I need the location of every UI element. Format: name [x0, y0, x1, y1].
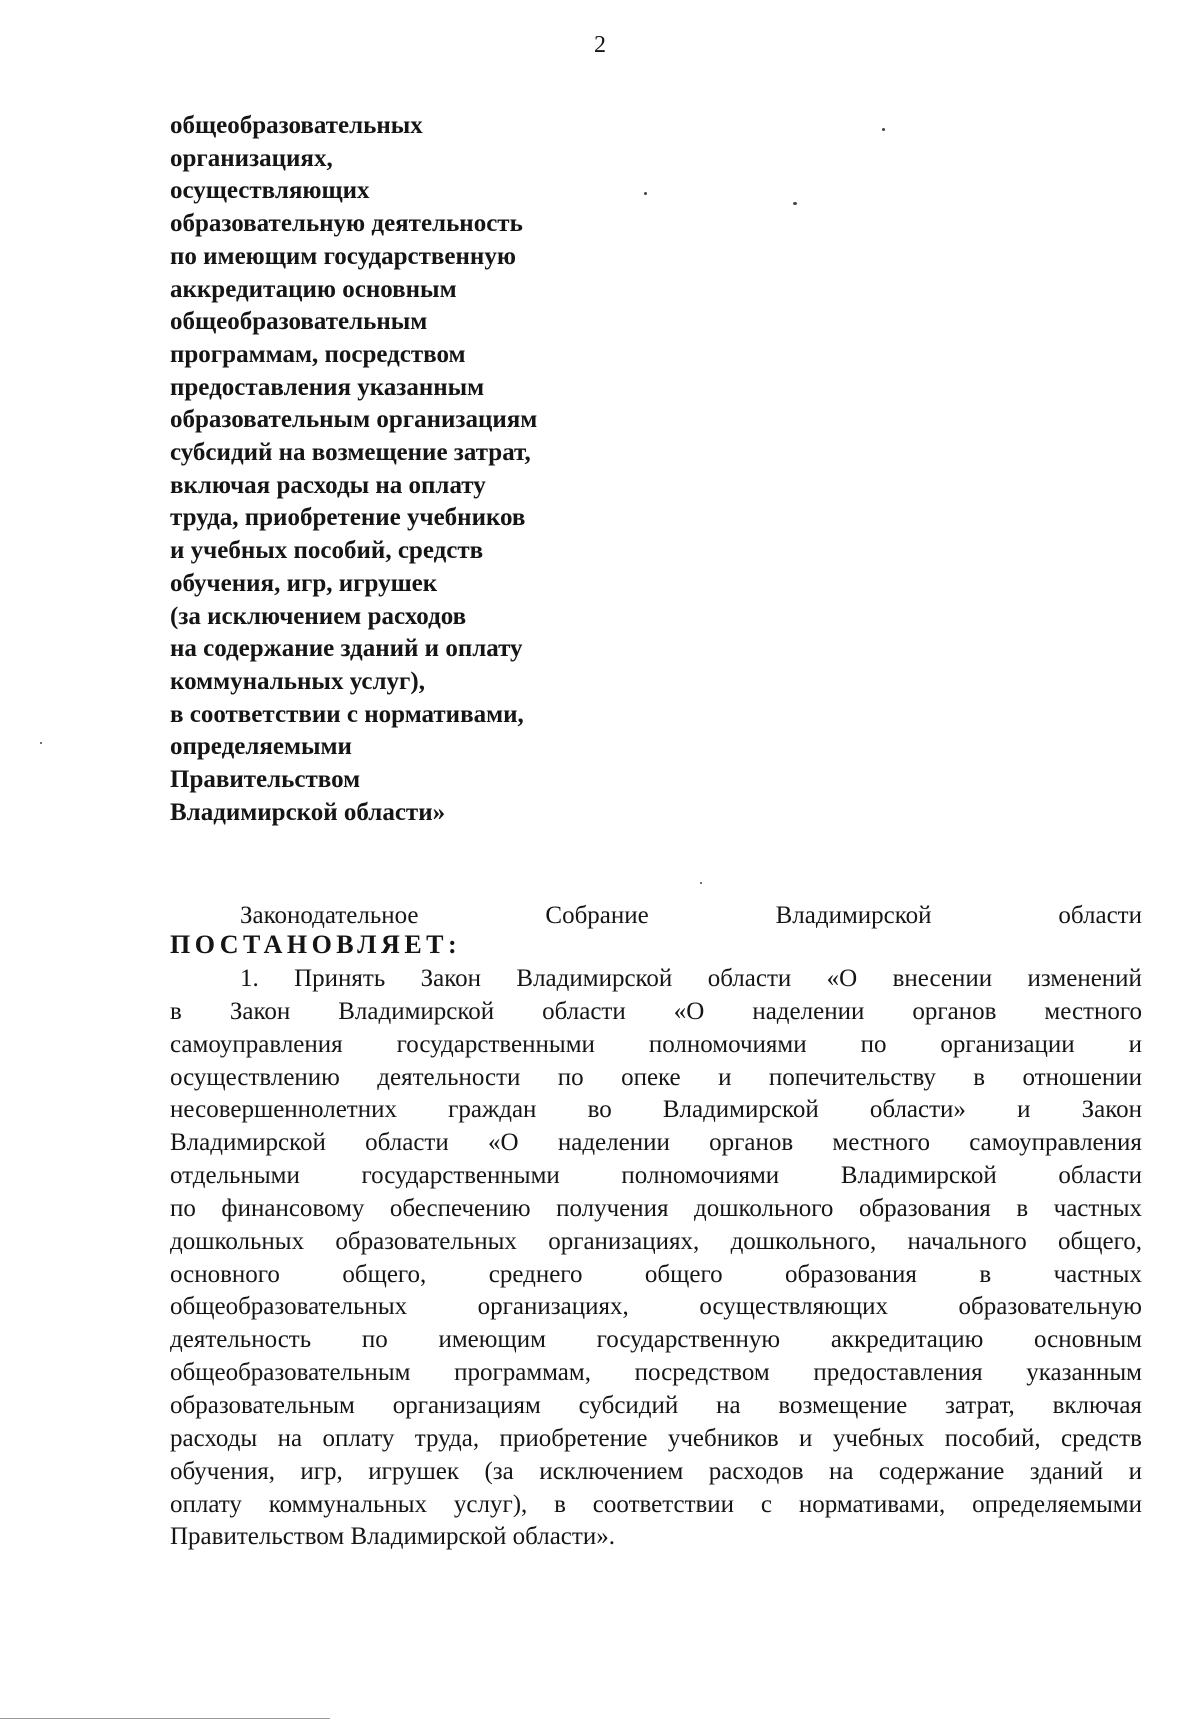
page-number: 2 [594, 32, 606, 58]
word: области [542, 997, 626, 1025]
title-line: образовательным организациям [170, 406, 538, 434]
word: Владимирской [840, 1162, 997, 1190]
word: осуществляющих [699, 1293, 888, 1321]
word: услуг), [453, 1490, 528, 1518]
preamble-line [170, 900, 1142, 932]
word: общего, [1058, 1227, 1142, 1255]
word: образовательным [170, 1391, 355, 1419]
word: органов [912, 997, 997, 1025]
word: области» [869, 1096, 966, 1124]
paragraph-line [170, 996, 1142, 1029]
word: финансовому [221, 1194, 365, 1222]
word: на [277, 1424, 303, 1452]
title-line: субсидий на возмещение затрат, [170, 439, 531, 467]
word: учебников [667, 1424, 779, 1452]
paragraph-line [170, 1259, 1142, 1292]
title-line: обучения, игр, игрушек [170, 569, 438, 597]
word: труда, [414, 1424, 480, 1452]
paragraph-line [170, 1193, 1142, 1226]
word: 1. [240, 965, 259, 992]
word: на [716, 1391, 741, 1419]
word: и [1128, 1030, 1142, 1058]
word: Принять [294, 965, 386, 992]
word: отдельными [170, 1162, 300, 1190]
word: деятельность [170, 1326, 312, 1354]
word: государственными [361, 1162, 560, 1190]
word: образовательную [958, 1293, 1142, 1321]
word: местного [832, 1129, 930, 1157]
word: Владимирской [170, 1129, 326, 1157]
word: средств [1060, 1424, 1142, 1452]
word: образования [858, 1194, 991, 1222]
word: частных [1053, 1260, 1142, 1288]
word: государственную [596, 1326, 781, 1354]
word: содержание [878, 1457, 1005, 1485]
word: наделении [752, 997, 865, 1025]
word: в [170, 997, 182, 1025]
word: Владимирской [662, 1096, 819, 1124]
paragraph-line [170, 1226, 1142, 1259]
scan-speck [40, 742, 42, 744]
paragraph-last-line: Правительством Владимирской области». [170, 1523, 615, 1551]
word: на [828, 1457, 854, 1485]
word: образования [785, 1260, 917, 1288]
word: области [1058, 1162, 1142, 1190]
word: по [361, 1326, 388, 1354]
word: обучения, [170, 1457, 275, 1485]
word: получения [556, 1194, 669, 1222]
title-line: в соответствии с нормативами, [170, 700, 524, 728]
scan-speck [793, 202, 797, 205]
word: дошкольного, [730, 1227, 877, 1255]
word: и [1128, 1457, 1142, 1485]
paragraph-line [170, 1489, 1142, 1522]
word: в [1016, 1194, 1029, 1222]
word: нормативами, [798, 1490, 946, 1518]
word: игрушек [368, 1457, 460, 1485]
word: дошкольного [694, 1194, 834, 1222]
word: соответствии [592, 1490, 735, 1518]
word: граждан [448, 1096, 537, 1124]
preamble-word: Законодательное [240, 902, 419, 929]
paragraph-line [170, 1456, 1142, 1489]
title-line: и учебных пособий, средств [170, 537, 484, 565]
title-line: организациях, [170, 144, 333, 172]
word: организациях, [477, 1293, 629, 1321]
word: предоставления [813, 1359, 983, 1387]
word: Владимирской [338, 997, 495, 1025]
paragraph-line [170, 1062, 1142, 1095]
page-bottom-rule [0, 1718, 330, 1719]
word: учебных [832, 1424, 925, 1452]
title-line: на содержание зданий и оплату [170, 635, 523, 663]
word: государственными [396, 1030, 595, 1058]
title-line: труда, приобретение учебников [170, 504, 526, 532]
word: «О [826, 965, 858, 992]
word: в [973, 1063, 986, 1091]
word: отношении [1022, 1063, 1142, 1091]
paragraph-line [170, 963, 1142, 996]
word: изменений [1027, 965, 1142, 992]
scan-speck [700, 882, 702, 884]
word: дошкольных [170, 1227, 305, 1255]
scan-speck [882, 128, 885, 131]
paragraph-line [170, 1029, 1142, 1062]
word: оплату [322, 1424, 395, 1452]
title-line: коммунальных услуг), [170, 667, 425, 695]
title-line: по имеющим государственную [170, 242, 516, 270]
word: указанным [1026, 1359, 1142, 1387]
word: полномочиями [648, 1030, 807, 1058]
word: исключением [539, 1457, 684, 1485]
word: оплату [170, 1490, 242, 1518]
word: и [718, 1063, 732, 1091]
paragraph-line [170, 1291, 1142, 1324]
word: Владимирской [516, 965, 673, 992]
word: зданий [1029, 1457, 1104, 1485]
word: образовательных [335, 1227, 517, 1255]
word: попечительству [768, 1063, 936, 1091]
word: «О [673, 997, 705, 1025]
word: организации [940, 1030, 1075, 1058]
paragraph-line [170, 1160, 1142, 1193]
title-line: общеобразовательным [170, 308, 428, 336]
word: игр, [300, 1457, 343, 1485]
preamble-word: Собрание [545, 902, 649, 929]
word: Закон [420, 965, 482, 992]
paragraph-line [170, 1127, 1142, 1160]
word: по [557, 1063, 584, 1091]
law-title-block [170, 110, 650, 829]
preamble-word: области [1058, 902, 1142, 929]
word: наделении [557, 1129, 670, 1157]
word: программам, [454, 1359, 591, 1387]
word: и [1017, 1096, 1031, 1124]
word: в [554, 1490, 566, 1518]
word: затрат, [944, 1391, 1015, 1419]
word: организациях, [548, 1227, 700, 1255]
scan-speck [644, 192, 647, 195]
title-line: программам, посредством [170, 340, 466, 368]
word: самоуправления [969, 1129, 1142, 1157]
word: Закон [229, 997, 291, 1025]
word: осуществлению [170, 1063, 340, 1091]
word: самоуправления [170, 1030, 343, 1058]
word: приобретение [499, 1424, 648, 1452]
word: области [707, 965, 792, 992]
word: общего [644, 1260, 723, 1288]
title-line: Владимирской области» [170, 798, 446, 826]
title-line: аккредитацию основным [170, 275, 457, 303]
word: опеке [621, 1063, 681, 1091]
word: деятельности [377, 1063, 521, 1091]
word: «О [488, 1129, 519, 1157]
word: органов [709, 1129, 794, 1157]
word: коммунальных [268, 1490, 428, 1518]
word: по [170, 1194, 196, 1222]
word: в [979, 1260, 992, 1288]
title-line: определяемыми [170, 733, 352, 761]
word: и [799, 1424, 813, 1452]
word: общего, [342, 1260, 427, 1288]
word: частных [1053, 1194, 1142, 1222]
decree-heading: ПОСТАНОВЛЯЕТ: [170, 930, 462, 959]
word: внесении [892, 965, 993, 992]
word: по [860, 1030, 887, 1058]
word: имеющим [438, 1326, 546, 1354]
word: возмещение [778, 1391, 908, 1419]
word: общеобразовательных [170, 1293, 408, 1321]
word: включая [1052, 1391, 1142, 1419]
word: субсидий [578, 1391, 679, 1419]
title-line: образовательную деятельность [170, 210, 523, 238]
word: Закон [1081, 1096, 1142, 1124]
resolution-paragraph [170, 963, 1142, 1554]
word: посредством [634, 1359, 770, 1387]
word: основным [1034, 1326, 1142, 1354]
word: начального [907, 1227, 1027, 1255]
title-line: включая расходы на оплату [170, 471, 486, 499]
preamble-word: Владимирской [775, 902, 932, 929]
word: полномочиями [621, 1162, 780, 1190]
word: расходы [170, 1424, 258, 1452]
paragraph-line [170, 1390, 1142, 1423]
title-line: общеобразовательных [170, 112, 423, 139]
word: обеспечению [389, 1194, 531, 1222]
paragraph-line [170, 1423, 1142, 1456]
word: (за [484, 1457, 514, 1485]
word: во [587, 1096, 612, 1124]
title-line: (за исключением расходов [170, 602, 467, 630]
word: общеобразовательным [170, 1359, 411, 1387]
word: основного [170, 1260, 280, 1288]
title-line: осуществляющих [170, 177, 370, 205]
word: местного [1044, 997, 1142, 1025]
paragraph-line [170, 1324, 1142, 1357]
word: с [760, 1490, 773, 1518]
word: расходов [708, 1457, 804, 1485]
title-line: предоставления указанным [170, 373, 485, 401]
word: среднего [488, 1260, 583, 1288]
word: несовершеннолетних [170, 1096, 397, 1124]
title-line: Правительством [170, 766, 361, 794]
word: определяемыми [972, 1490, 1142, 1518]
word: организациям [392, 1391, 541, 1419]
paragraph-line [170, 1094, 1142, 1127]
word: пособий, [944, 1424, 1041, 1452]
paragraph-line [170, 1357, 1142, 1390]
word: области [365, 1129, 449, 1157]
word: аккредитацию [830, 1326, 984, 1354]
